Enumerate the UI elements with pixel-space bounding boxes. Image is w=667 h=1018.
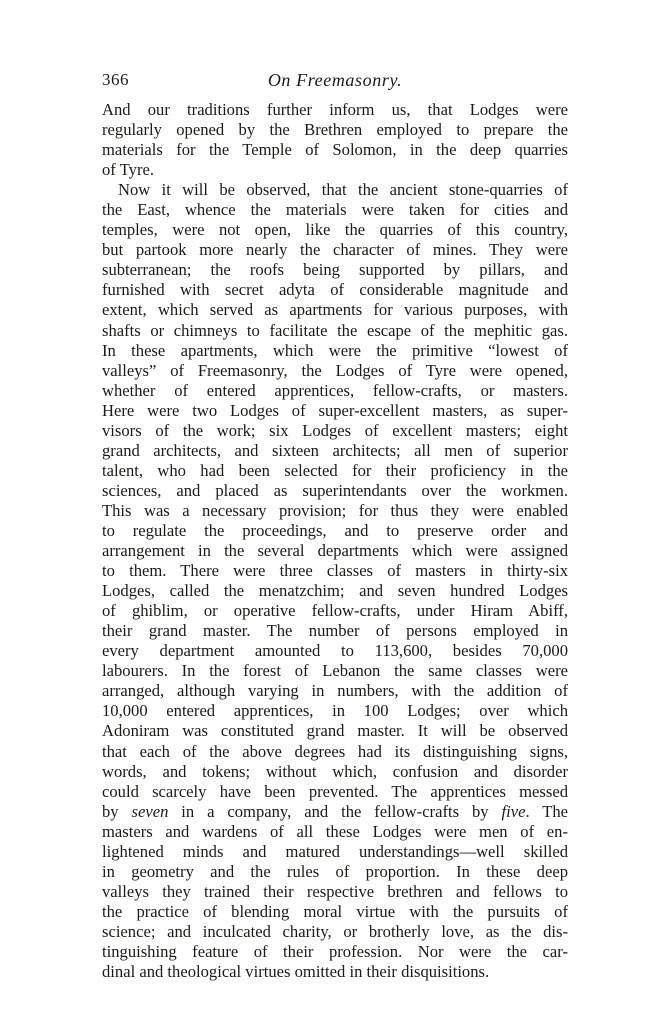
text-line: of Tyre. — [102, 160, 154, 180]
text-line: valleys they trained their respective brethren and fellows to — [102, 881, 568, 901]
text-line: labourers. In the forest of Lebanon the same classes were — [102, 661, 568, 681]
text-line: sciences, and placed as superintendants over the workmen. — [102, 480, 568, 500]
text-line: This was a necessary provision; for thus they were enabled — [102, 500, 568, 520]
text-line: And our traditions further inform us, that Lodges were — [102, 100, 568, 119]
text-line: 10,000 entered apprentices, in 100 Lodges; over which — [102, 701, 568, 721]
text-line: science; and inculcated charity, or brotherly love, as the dis- — [102, 921, 568, 941]
text-line: in geometry and the rules of proportion. In these deep — [102, 861, 568, 881]
paragraph — [102, 100, 568, 180]
text-line: dinal and theological virtues omitted in their disquisitions. — [102, 962, 490, 982]
running-title: On Freemasonry. — [267, 70, 403, 90]
text-line: temples, were not open, like the quarries of this country, — [102, 220, 568, 240]
text-line: regularly opened by the Brethren employed to prepare the — [102, 120, 568, 140]
text-line: Adoniram was constituted grand master. It will be observed — [102, 721, 568, 741]
text-line: Now it will be observed, that the ancient stone-quarries of — [118, 180, 568, 200]
text-line: In these apartments, which were the primitive “lowest of — [102, 340, 568, 360]
text-line: grand architects, and sixteen architects; all men of superior — [102, 440, 568, 460]
text-line: valleys” of Freemasonry, the Lodges of Tyre were opened, — [102, 360, 568, 380]
text-line: words, and tokens; without which, confusion and disorder — [102, 761, 568, 781]
text-line: furnished with secret adyta of considerable magnitude and — [102, 280, 568, 300]
text-line: their grand master. The number of persons employed in — [102, 621, 568, 641]
text-line: Lodges, called the menatzchim; and seven hundred Lodges — [102, 581, 568, 601]
text-line: Here were two Lodges of super-excellent masters, as super- — [102, 400, 568, 420]
text-line: the East, whence the materials were taken for cities and — [102, 200, 568, 220]
text-line: talent, who had been selected for their proficiency in the — [102, 460, 568, 480]
running-head — [102, 70, 568, 96]
text-line: arranged, although varying in numbers, with the addition of — [102, 681, 568, 701]
text-line: extent, which served as apartments for various purposes, with — [102, 300, 568, 320]
text-line: lightened minds and matured understandings—well skilled — [102, 841, 568, 861]
text-line: to them. There were three classes of masters in thirty-six — [102, 561, 568, 581]
text-line: visors of the work; six Lodges of excellent masters; eight — [102, 420, 568, 440]
page-number: 366 — [102, 70, 129, 89]
text-line: of ghiblim, or operative fellow-crafts, under Hiram Abiff, — [102, 601, 568, 621]
text-line: by seven in a company, and the fellow-crafts by five. The — [102, 801, 569, 821]
text-line: subterranean; the roofs being supported by pillars, and — [102, 260, 568, 280]
text-line: whether of entered apprentices, fellow-crafts, or masters. — [102, 380, 568, 400]
text-line: could scarcely have been prevented. The apprentices messed — [102, 781, 568, 801]
text-line: to regulate the proceedings, and to preserve order and — [102, 520, 568, 540]
body-text — [102, 100, 568, 982]
text-line: materials for the Temple of Solomon, in the deep quarries — [102, 140, 568, 160]
text-line: every department amounted to 113,600, besides 70,000 — [102, 641, 568, 661]
text-line: the practice of blending moral virtue with the pursuits of — [102, 901, 568, 921]
text-line: tinguishing feature of their profession. Nor were the car- — [102, 941, 568, 961]
text-line: that each of the above degrees had its distinguishing signs, — [102, 741, 568, 761]
text-line: masters and wardens of all these Lodges were men of en- — [102, 821, 568, 841]
text-line: arrangement in the several departments which were assigned — [102, 541, 568, 561]
text-line: shafts or chimneys to facilitate the escape of the mephitic gas. — [102, 320, 568, 340]
text-line: but partook more nearly the character of mines. They were — [102, 240, 568, 260]
paragraph — [102, 180, 568, 982]
